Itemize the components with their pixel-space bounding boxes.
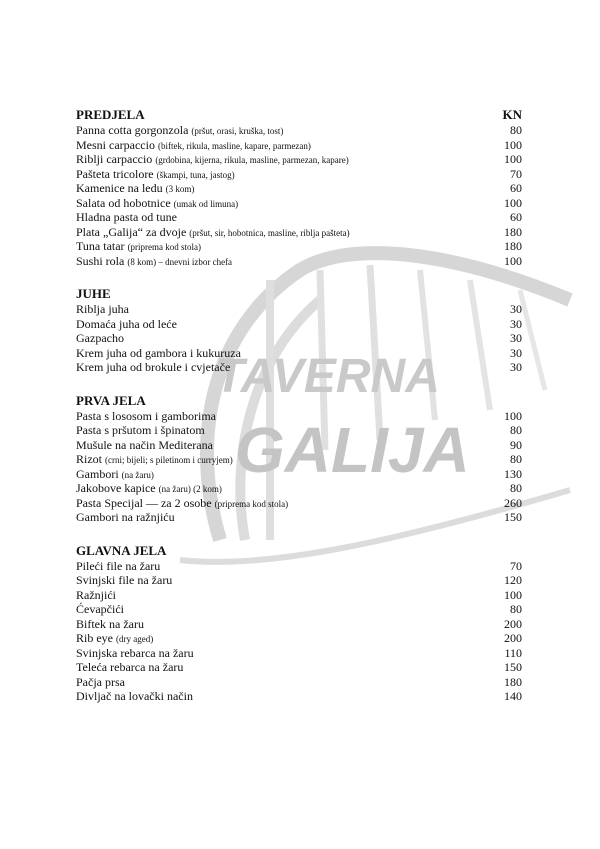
item-price: 100	[504, 195, 522, 210]
item-price: 80	[510, 481, 522, 495]
item-name: Mušule na način Mediterana	[76, 437, 213, 452]
menu-item	[76, 559, 522, 574]
item-name: Pileći file na žaru	[76, 558, 161, 573]
item-name: Pasta Specijal — za 2 osobe	[76, 495, 212, 510]
item-name: Jakobove kapice	[76, 481, 156, 495]
item-note: (dry aged)	[116, 634, 154, 644]
watermark-line-taverna: TAVERNA	[215, 350, 440, 403]
item-price: 80	[510, 452, 522, 466]
item-note: (biftek, rikula, masline, kapare, parmezan)	[157, 140, 311, 151]
item-name: Panna cotta gorgonzola	[76, 123, 189, 137]
menu-item	[76, 660, 522, 675]
item-name: Rizot	[76, 452, 102, 466]
item-name: Pasta s pršutom i špinatom	[76, 423, 205, 437]
item-name: Rib eye	[76, 631, 113, 645]
item-name: Krem juha od gambora i kukuruza	[76, 345, 241, 360]
menu-item	[76, 123, 522, 138]
menu-item	[76, 481, 522, 496]
item-price: 110	[504, 645, 522, 660]
section-glavna-jela	[76, 543, 522, 704]
item-name: Pašteta tricolore	[76, 166, 154, 181]
item-name: Sushi rola	[76, 253, 125, 268]
item-price: 180	[504, 224, 522, 239]
menu-item	[76, 467, 522, 482]
item-note: (pršut, sir, hobotnica, masline, riblja pašteta)	[189, 227, 350, 238]
item-note: (grdobina, kijerna, rikula, masline, parmezan, kapare)	[155, 155, 349, 165]
menu-item	[76, 152, 522, 167]
item-price: 100	[504, 152, 522, 166]
item-price: 30	[510, 345, 522, 360]
item-note: (na žaru)	[121, 469, 154, 480]
item-price: 80	[510, 602, 522, 616]
section-title: GLAVNA JELA	[76, 542, 167, 558]
item-note: (priprema kod stola)	[214, 498, 289, 509]
item-name: Ćevapčići	[76, 602, 124, 616]
item-name: Mesni carpaccio	[76, 137, 155, 152]
item-price: 120	[504, 573, 522, 587]
item-name: Gazpacho	[76, 331, 124, 345]
item-name: Ražnjići	[76, 587, 116, 602]
item-name: Svinjski file na žaru	[76, 573, 173, 587]
menu-item	[76, 646, 522, 661]
menu-item	[76, 602, 522, 617]
item-name: Salata od hobotnice	[76, 195, 171, 210]
menu-item	[76, 331, 522, 346]
item-name: Gambori na ražnjiću	[76, 510, 175, 524]
item-price: 30	[510, 316, 522, 331]
item-price: 140	[504, 689, 522, 703]
item-price: 90	[510, 437, 522, 452]
menu-item	[76, 196, 522, 211]
item-price: 60	[510, 210, 522, 224]
item-price: 70	[510, 166, 522, 181]
menu-item	[76, 346, 522, 361]
section-prva-jela	[76, 393, 522, 525]
item-price: 260	[504, 495, 522, 510]
item-note: (na žaru) (2 kom)	[158, 484, 222, 494]
item-name: Tuna tatar	[76, 239, 125, 253]
menu-item	[76, 167, 522, 182]
item-price: 100	[504, 137, 522, 152]
item-price: 180	[504, 674, 522, 689]
item-price: 200	[504, 631, 522, 645]
section-title: PREDJELA	[76, 107, 145, 122]
item-note: (8 kom) – dnevni izbor chefa	[127, 256, 233, 267]
item-price: 180	[504, 239, 522, 253]
item-name: Krem juha od brokule i cvjetače	[76, 360, 231, 374]
item-price: 200	[504, 616, 522, 631]
item-name: Hladna pasta od tune	[76, 210, 177, 224]
menu-item	[76, 302, 522, 317]
item-price: 150	[504, 510, 522, 524]
menu-item	[76, 452, 522, 467]
menu-item	[76, 573, 522, 588]
menu-item	[76, 438, 522, 453]
menu-item	[76, 317, 522, 332]
item-price: 100	[504, 587, 522, 602]
item-name: Biftek na žaru	[76, 616, 144, 631]
item-name: Pačja prsa	[76, 674, 125, 689]
item-note: (umak od limuna)	[173, 198, 239, 209]
item-price: 80	[510, 123, 522, 137]
item-name: Kamenice na ledu	[76, 181, 163, 195]
item-note: (pršut, orasi, kruška, tost)	[191, 126, 284, 136]
menu-item	[76, 423, 522, 438]
menu-item	[76, 360, 522, 375]
item-price: 100	[504, 253, 522, 268]
menu-item	[76, 225, 522, 240]
menu-item	[76, 409, 522, 424]
item-price: 70	[510, 558, 522, 573]
menu-item	[76, 510, 522, 525]
item-price: 30	[510, 360, 522, 374]
item-note: (crni; bijeli; s piletinom i curryjem)	[105, 455, 233, 465]
menu-item	[76, 496, 522, 511]
menu-item	[76, 138, 522, 153]
menu-item	[76, 631, 522, 646]
section-header	[76, 107, 522, 123]
item-price: 30	[510, 331, 522, 345]
currency-label: KN	[502, 107, 522, 122]
item-note: (3 kom)	[165, 184, 195, 194]
item-name: Plata „Galija“ za dvoje	[76, 224, 187, 239]
menu-content	[76, 107, 522, 704]
item-name: Teleća rebarca na žaru	[76, 660, 184, 674]
menu-item	[76, 588, 522, 603]
item-name: Svinjska rebarca na žaru	[76, 645, 194, 660]
item-price: 60	[510, 181, 522, 195]
section-juhe	[76, 286, 522, 375]
menu-item	[76, 617, 522, 632]
item-name: Gambori	[76, 466, 119, 481]
section-header	[76, 393, 522, 409]
section-header	[76, 286, 522, 302]
item-price: 30	[510, 302, 522, 316]
item-name: Riblji carpaccio	[76, 152, 153, 166]
item-name: Riblja juha	[76, 302, 129, 316]
section-gap	[76, 268, 522, 286]
watermark-line-galija: GALIJA	[235, 414, 470, 486]
item-price: 150	[504, 660, 522, 674]
menu-item	[76, 210, 522, 225]
section-predjela	[76, 107, 522, 268]
section-title: JUHE	[76, 286, 111, 301]
section-header	[76, 543, 522, 559]
menu-item	[76, 689, 522, 704]
item-price: 100	[504, 408, 522, 423]
item-name: Domaća juha od leće	[76, 316, 177, 331]
item-name: Pasta s lososom i gamborima	[76, 408, 216, 423]
menu-item	[76, 675, 522, 690]
section-gap	[76, 375, 522, 393]
menu-item	[76, 254, 522, 269]
section-gap	[76, 525, 522, 543]
item-name: Divljač na lovački način	[76, 689, 193, 703]
item-price: 130	[504, 466, 522, 481]
menu-item	[76, 239, 522, 254]
menu-item	[76, 181, 522, 196]
item-note: (priprema kod stola)	[127, 242, 202, 252]
item-price: 80	[510, 423, 522, 437]
item-note: (škampi, tuna, jastog)	[156, 169, 235, 180]
section-title: PRVA JELA	[76, 392, 146, 408]
